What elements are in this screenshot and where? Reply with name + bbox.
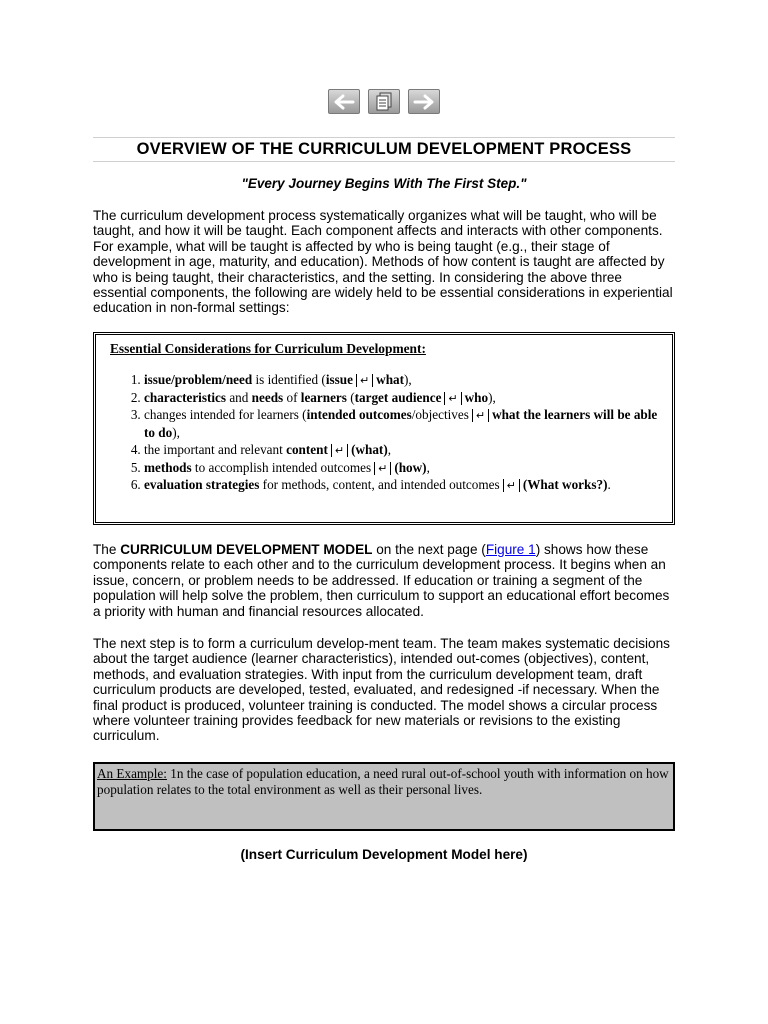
return-arrow-icon: ↵ (356, 374, 373, 387)
return-arrow-icon: ↵ (503, 479, 520, 492)
next-step-block (93, 636, 675, 744)
list-item: 3. changes intended for learners (intended outcomes/objectives ↵ what the learners will be able to do), (144, 406, 658, 441)
intro-paragraph: The curriculum development process systematically organizes what will be taught, who will be taught, and how it will be taught. Each component affects and interacts with other components. For example, what will be taught is affected by who is being taught (e.g., their stage of development in age, maturity, and education). Methods of how content is taught are affected by who is being taught, their characteristics, and the setting. In considering the above three essential components, the following are widely held to be essential considerations in experiential education in non-formal settings: (93, 208, 673, 316)
list-item: 1. issue/problem/need is identified (issue ↵ what), (144, 371, 658, 389)
return-arrow-icon: ↵ (472, 409, 489, 422)
list-item: 4. the important and relevant content ↵ (what), (144, 441, 658, 459)
left-arrow-icon (333, 94, 355, 110)
insert-block (93, 847, 675, 862)
page-title: OVERVIEW OF THE CURRICULUM DEVELOPMENT PROCESS (136, 140, 632, 158)
return-arrow-icon: ↵ (374, 462, 391, 475)
list-item: 6. evaluation strategies for methods, content, and intended outcomes ↵ (What works?). (144, 476, 658, 494)
return-arrow-icon: ↵ (331, 444, 348, 457)
considerations-list (110, 371, 658, 494)
intro-block (93, 208, 675, 316)
considerations-title: Essential Considerations for Curriculum Development: (110, 341, 426, 356)
example-text: 1n the case of population education, a need rural out-of-school youth with information on how population relates to the total environment as well as their personal lives. (97, 766, 669, 797)
model-paragraph: The CURRICULUM DEVELOPMENT MODEL on the next page (Figure 1) shows how these components relate to each other and to the curriculum development process. It begins when an issue, concern, or problem needs to be addressed. If education or training a segment of the population will help solve the problem, then curriculum to support an educational effort becomes a priority with human and financial resources allocated. (93, 542, 670, 619)
example-label: An Example: (97, 766, 167, 781)
list-item: 5. methods to accomplish intended outcomes ↵ (how), (144, 459, 658, 477)
list-item: 2. characteristics and needs of learners (target audience ↵ who), (144, 389, 658, 407)
next-page-button[interactable] (408, 89, 440, 114)
considerations-box (93, 332, 675, 525)
next-step-paragraph: The next step is to form a curriculum develop-ment team. The team makes systematic decisions about the target audience (learner characteristics), intended out-comes (objectives), content, methods, and evaluation strategies. With input from the curriculum development team, draft curriculum products are developed, tested, evaluated, and redesigned -if necessary. When the final product is produced, volunteer training is conducted. The model shows a circular process where volunteer training provides feedback for new materials or revisions to the existing curriculum. (93, 636, 670, 744)
quote-block (93, 158, 675, 191)
right-arrow-icon (413, 94, 435, 110)
considerations-box-wrap (93, 332, 675, 525)
contents-button[interactable] (368, 89, 400, 114)
return-arrow-icon: ↵ (444, 392, 461, 405)
page-navigation (0, 89, 768, 114)
example-block (93, 762, 675, 831)
figure-1-link[interactable]: Figure 1 (485, 542, 536, 557)
model-block (93, 542, 675, 619)
example-box (93, 762, 675, 831)
page-quote: "Every Journey Begins With The First Step." (241, 176, 527, 191)
document-pages-icon (373, 92, 395, 112)
previous-page-button[interactable] (328, 89, 360, 114)
insert-placeholder: (Insert Curriculum Development Model here) (240, 847, 528, 862)
